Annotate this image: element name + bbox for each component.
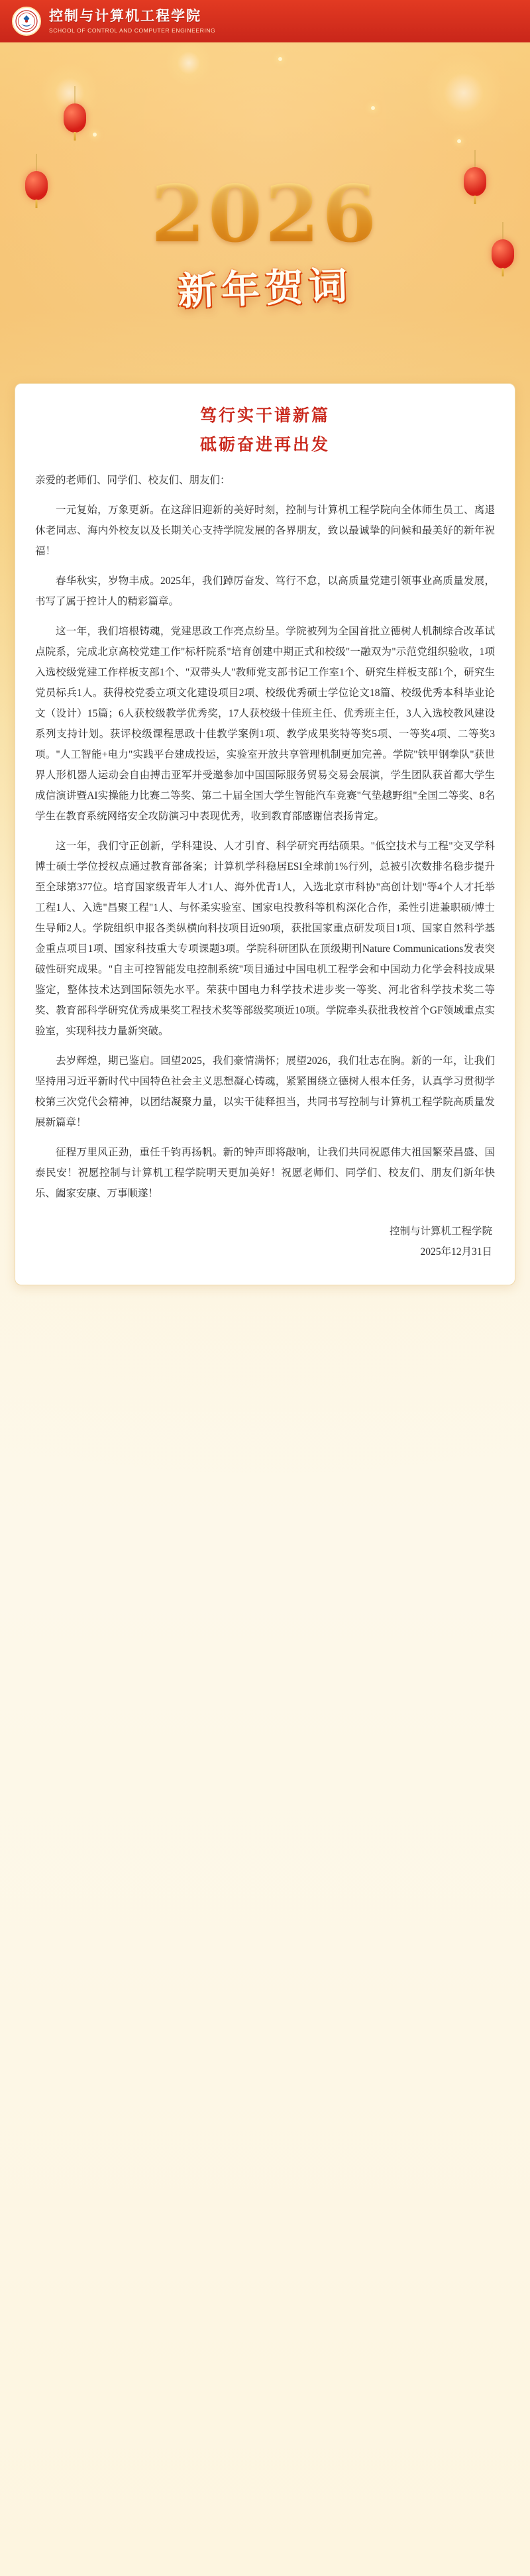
headline-line-2: 砥砺奋进再出发: [199, 434, 330, 454]
headline-line-1: 笃行实干谱新篇: [199, 406, 330, 425]
sparkle-icon: [278, 57, 282, 61]
body-paragraph: 这一年，我们守正创新，学科建设、人才引育、科学研究再结硕果。"低空技术与工程"交叉学科博士硕士学位授权点通过教育部备案；计算机学科稳居ESI全球前1%行列，总被引次数排名稳步提升至全球第377位。培育国家级青年人才1人、海外优青1人，入选北京市科协"高创计划"等4个人才托举工程1人、入选"昌聚工程"1人、与怀柔实验室、国家电投教科等机构深化合作，柔性引进兼职硕/博士生导师2人。学院组织申报各类纵横向科技项目近90项，获批国家重点研发项目1项、国家自然科学基金重点项目1项、国家科技重大专项课题3项。学院科研团队在顶级期刊Nature Communications发表突破性研究成果。"自主可控智能发电控制系统"项目通过中国电机工程学会和中国动力化学会科技成果鉴定，整体技术达到国际领先水平。荣获中国电力科学技术进步奖一等奖、河北省科学技术奖二等奖、教育部科学研究优秀成果奖工程技术奖等部级奖项近10项。学院牵头获批我校首个GF领域重点实验室，实现科技力量新突破。: [35, 840, 495, 1037]
body-paragraph: 征程万里风正劲，重任千钧再扬帆。新的钟声即将敲响，让我们共同祝愿伟大祖国繁荣昌盛、国泰民安！祝愿控制与计算机工程学院明天更加美好！祝愿老师们、同学们、校友们、朋友们新年快乐、阖家安康、万事顺遂！: [35, 1146, 495, 1199]
body-paragraph: 一元复始，万象更新。在这辞旧迎新的美好时刻，控制与计算机工程学院向全体师生员工、离退休老同志、海内外校友以及长期关心支持学院发展的各界朋友，致以最诚挚的问候和最美好的新年祝福！: [35, 504, 495, 557]
hero-section: [0, 159, 530, 378]
header-text-group: [49, 9, 215, 33]
body-paragraph: 春华秋实，岁物丰成。2025年，我们踔厉奋发、笃行不怠，以高质量党建引领事业高质量发展，书写了属于控计人的精彩篇章。: [35, 575, 495, 607]
sparkle-icon: [457, 139, 461, 143]
firework-icon: [424, 53, 504, 133]
header-org-name-cn: 控制与计算机工程学院: [49, 9, 201, 25]
lantern-icon: [64, 103, 86, 133]
university-emblem-icon: [12, 7, 41, 36]
page-title: 新年贺词: [177, 263, 354, 314]
firework-icon: [40, 63, 99, 123]
body-paragraph: 这一年，我们培根铸魂，党建思政工作亮点纷呈。学院被列为全国首批立德树人机制综合改革试点院系，完成北京高校党建工作"标杆院系"培育创建中期正式和校级"一融双为"示范党组织验收，1项入选校级党建工作样板支部1个、"双带头人"教师党支部书记工作室1个、研究生样板支部1个，研究生党员标兵1人。获得校党委立项文化建设项目2项、校级优秀硕士学位论文18篇、校级优秀本科毕业论文（设计）15篇；6人获校级教学优秀奖，17人获校级十佳班主任、优秀班主任，3人入选校教风建设系列支持计划。获评校级课程思政十佳教学案例1项、教学成果奖特等奖5项、一等奖4项、二等奖3项。"人工智能+电力"实践平台建成投运，实验室开放共享管理机制更加完善。学院"铁甲钢拳队"获世界人形机器人运动会自由搏击亚军并受邀参加中国国际服务贸易交易会展演，学生团队获首都大学生成信演讲暨AI实操能力比赛二等奖、第二十届全国大学生智能汽车竞赛"气垫越野组"全国二等奖、8名学生在教育系统网络安全攻防演习中表现优秀，收到教育部感谢信表扬肯定。: [35, 625, 495, 822]
firework-icon: [166, 40, 212, 86]
signature-organization: 控制与计算机工程学院: [389, 1225, 492, 1237]
greeting-card: [15, 383, 515, 1285]
signature-date: 2025年12月31日: [420, 1246, 492, 1258]
site-header: [0, 0, 530, 42]
salutation: 亲爱的老师们、同学们、校友们、朋友们：: [35, 474, 231, 486]
body-paragraph: 去岁辉煌，期已鉴启。回望2025，我们豪情满怀；展望2026，我们壮志在胸。新的一年，让我们坚持用习近平新时代中国特色社会主义思想凝心铸魂，紧紧围绕立德树人根本任务，认真学习贯彻学校第三次党代会精神，以团结凝聚力量，以实干徒释担当，共同书写控制与计算机工程学院高质量发展新篇章！: [35, 1055, 495, 1128]
headline: [35, 401, 495, 459]
sparkle-icon: [93, 133, 97, 137]
sparkle-icon: [371, 106, 375, 110]
header-org-name-en: SCHOOL OF CONTROL AND COMPUTER ENGINEERING: [49, 27, 216, 34]
footer-ornament: [0, 1285, 530, 1325]
signature-block: [35, 1221, 495, 1262]
year-heading: 2026: [0, 159, 530, 253]
